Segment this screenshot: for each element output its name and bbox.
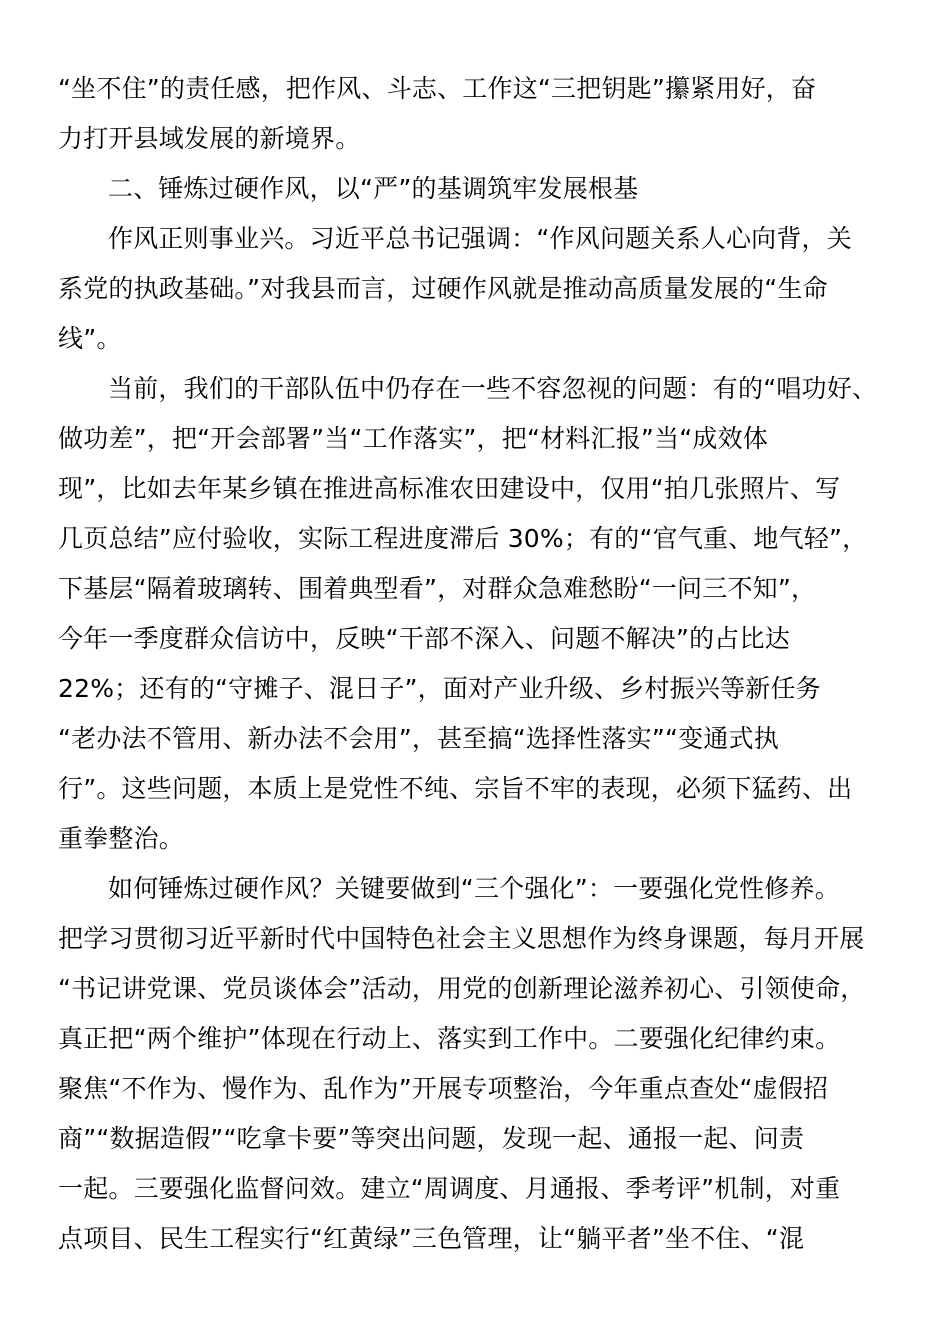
paragraph-line: 当前，我们的干部队伍中仍存在一些不容忽视的问题：有的“唱功好、 <box>108 374 878 403</box>
paragraph-line: 如何锤炼过硬作风？关键要做到“三个强化”：一要强化党性修养。 <box>108 874 840 903</box>
section-heading: 二、锤炼过硬作风，以“严”的基调筑牢发展根基 <box>108 174 639 203</box>
paragraph-line: 重拳整治。 <box>58 824 185 853</box>
paragraph-line: 做功差”，把“开会部署”当“工作落实”，把“材料汇报”当“成效体 <box>58 424 769 453</box>
paragraph-line: 系党的执政基础。”对我县而言，过硬作风就是推动高质量发展的“生命 <box>58 274 828 303</box>
paragraph-line: 22%；还有的“守摊子、混日子”，面对产业升级、乡村振兴等新任务 <box>58 674 821 703</box>
paragraph-line: 作风正则事业兴。习近平总书记强调：“作风问题关系人心向背，关 <box>108 224 852 253</box>
paragraph-line: 真正把“两个维护”体现在行动上、落实到工作中。二要强化纪律约束。 <box>58 1024 841 1053</box>
paragraph-line: “坐不住”的责任感，把作风、斗志、工作这“三把钥匙”攥紧用好，奋 <box>58 74 817 103</box>
paragraph-line: “书记讲党课、党员谈体会”活动，用党的创新理论滋养初心、引领使命， <box>58 974 866 1003</box>
paragraph-line: 下基层“隔着玻璃转、围着典型看”，对群众急难愁盼“一问三不知”， <box>58 574 817 603</box>
paragraph-line: 点项目、民生工程实行“红黄绿”三色管理，让“躺平者”坐不住、“混 <box>58 1224 805 1253</box>
paragraph-line: 一起。三要强化监督问效。建立“周调度、月通报、季考评”机制，对重 <box>58 1174 841 1203</box>
paragraph-line: 力打开县域发展的新境界。 <box>58 124 361 153</box>
paragraph-line: 现”，比如去年某乡镇在推进高标准农田建设中，仅用“拍几张照片、写 <box>58 474 841 503</box>
paragraph-line: 商”“数据造假”“吃拿卡要”等突出问题，发现一起、通报一起、问责 <box>58 1124 805 1153</box>
paragraph-line: “老办法不管用、新办法不会用”，甚至搞“选择性落实”“变通式执 <box>58 724 779 753</box>
paragraph-line: 聚焦“不作为、慢作为、乱作为”开展专项整治，今年重点查处“虚假招 <box>58 1074 829 1103</box>
paragraph-line: 几页总结”应付验收，实际工程进度滞后 30%；有的“官气重、地气轻”， <box>58 524 868 553</box>
paragraph-line: 线”。 <box>58 324 122 353</box>
paragraph-line: 今年一季度群众信访中，反映“干部不深入、问题不解决”的占比达 <box>58 624 790 653</box>
paragraph-line: 把学习贯彻习近平新时代中国特色社会主义思想作为终身课题，每月开展 <box>58 924 865 953</box>
paragraph-line: 行”。这些问题，本质上是党性不纯、宗旨不牢的表现，必须下猛药、出 <box>58 774 853 803</box>
